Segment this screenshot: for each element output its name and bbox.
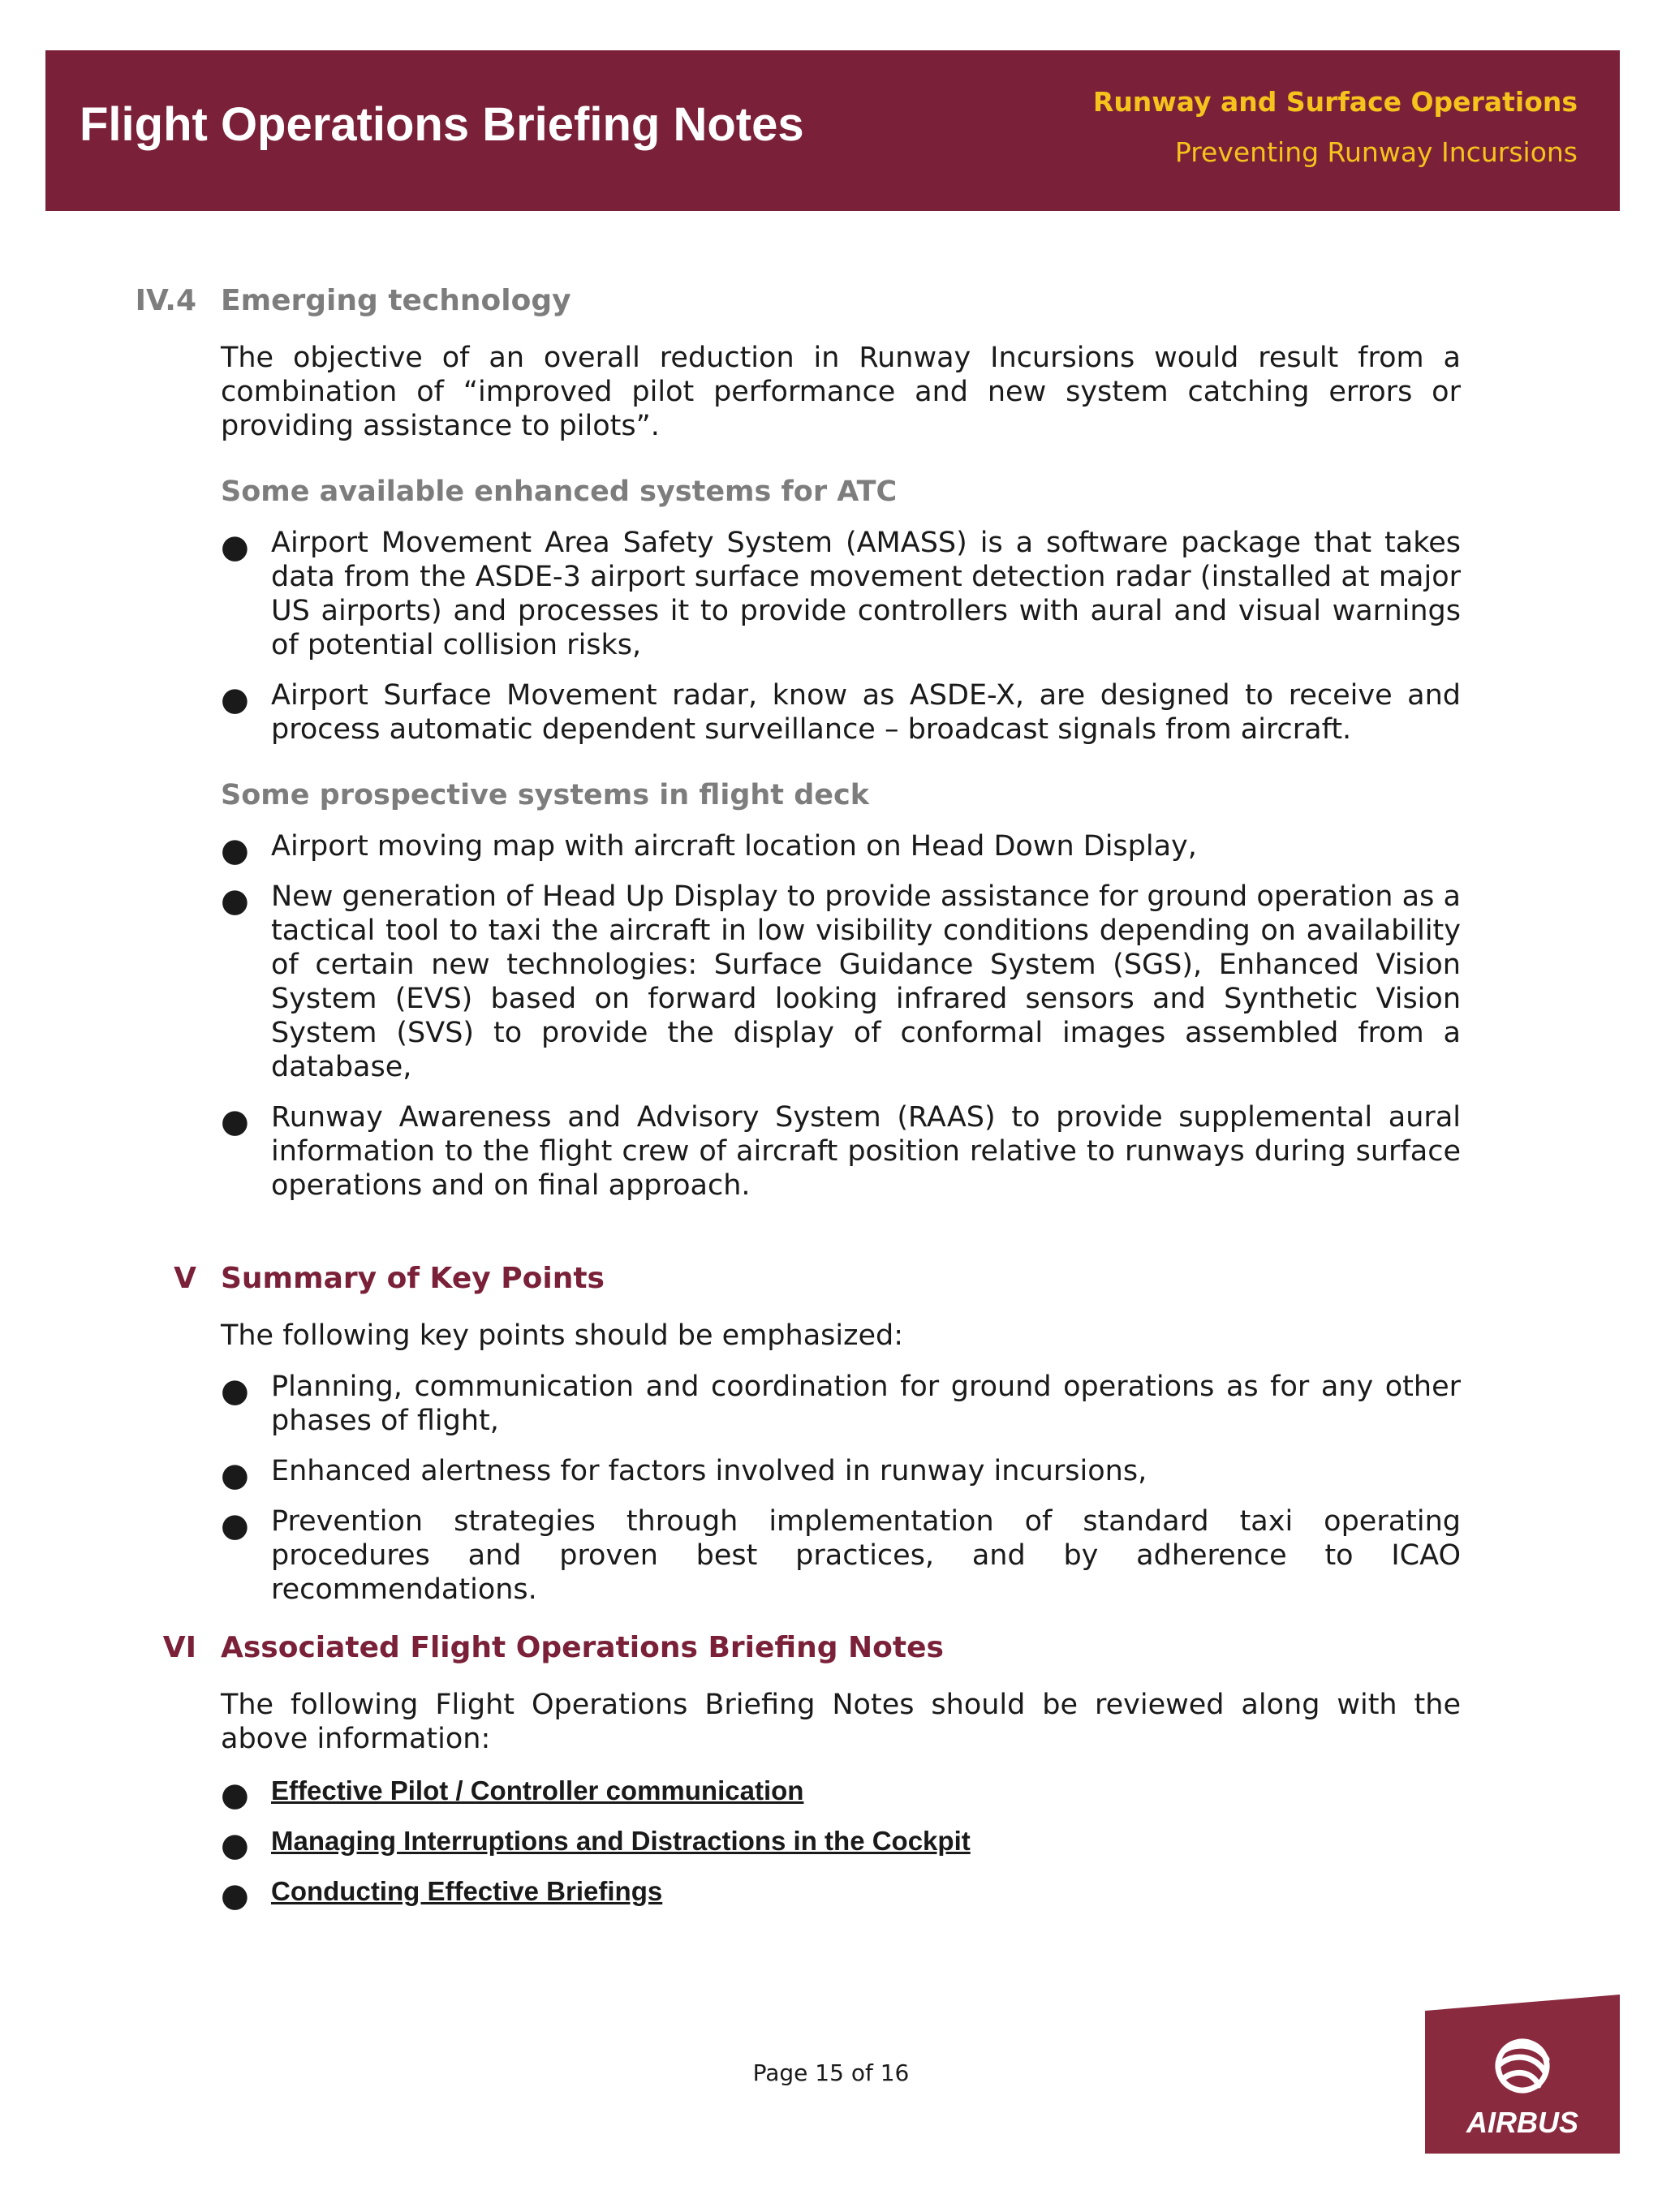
subheading: Some available enhanced systems for ATC — [221, 476, 898, 508]
page-number: Page 15 of 16 — [752, 2059, 910, 2086]
section-number: V — [174, 1262, 196, 1295]
list-item — [221, 1370, 1461, 1438]
list-item-text: Enhanced alertness for factors involved in runway incursions, — [271, 1455, 1147, 1487]
note-link-briefings[interactable]: Conducting Effective Briefings — [271, 1876, 663, 1906]
bullet-icon: ● — [221, 832, 249, 869]
list-item — [221, 1504, 1461, 1607]
section-title: Summary of Key Points — [221, 1262, 605, 1295]
list-item-text: New generation of Head Up Display to provide assistance for ground operation as a tactical tool to taxi the aircraft in low visibility conditions depending on availability of certain new technologies: Surface Guidance System (SGS), Enhanced Vision System (EVS) based on forward looking infrared sensors and Synthetic Vision System (SVS) to provide the display of conformal images assembled from a database, — [271, 880, 1461, 1083]
list-item-text: Airport moving map with aircraft location on Head Down Display, — [271, 830, 1197, 863]
list-item — [221, 526, 1461, 662]
list-item-text: Airport Movement Area Safety System (AMASS) is a software package that takes data from the ASDE-3 airport surface movement detection radar (installed at major US airports) and processes it to provide controllers with aural and visual warnings of potential collision risks, — [271, 527, 1461, 661]
section-number: IV.4 — [135, 284, 196, 317]
list-item — [221, 1874, 1461, 1914]
header-category: Runway and Surface Operations — [1092, 86, 1578, 118]
section-title: Associated Flight Operations Briefing Notes — [221, 1631, 944, 1664]
bullet-icon: ● — [221, 1103, 249, 1140]
section-number: VI — [162, 1631, 196, 1664]
bullet-icon: ● — [221, 1776, 249, 1814]
bullet-icon: ● — [221, 1372, 249, 1409]
bullet-icon: ● — [221, 1877, 249, 1914]
list-item-text: Planning, communication and coordination for ground operations as for any other phases of flight, — [271, 1371, 1461, 1437]
bullet-icon: ● — [221, 1827, 249, 1864]
paragraph: The following Flight Operations Briefing Notes should be reviewed along with the above information: — [221, 1689, 1461, 1755]
list-item — [221, 829, 1461, 869]
list-item — [221, 880, 1461, 1084]
header-banner — [45, 50, 1620, 211]
header-topic: Preventing Runway Incursions — [1174, 136, 1578, 168]
bullet-icon: ● — [221, 681, 249, 718]
section-title: Emerging technology — [221, 284, 571, 317]
list-item — [221, 1454, 1461, 1494]
list-item — [221, 1774, 1461, 1814]
note-link-pilot-controller[interactable]: Effective Pilot / Controller communication — [271, 1775, 804, 1805]
list-item-text: Airport Surface Movement radar, know as ASDE-X, are designed to receive and process automatic dependent surveillance – broadcast signals from aircraft. — [271, 679, 1461, 746]
note-link-interruptions[interactable]: Managing Interruptions and Distractions in the Cockpit — [271, 1826, 971, 1856]
list-item-text: Runway Awareness and Advisory System (RAAS) to provide supplemental aural information to the flight crew of aircraft position relative to runways during surface operations and on final approach. — [271, 1101, 1461, 1202]
atc-systems-list — [221, 526, 1461, 763]
bullet-icon: ● — [221, 1457, 249, 1494]
bullet-icon: ● — [221, 528, 249, 566]
associated-notes-list — [221, 1774, 1461, 1925]
key-points-list — [221, 1370, 1461, 1623]
document-title: Flight Operations Briefing Notes — [80, 98, 804, 151]
paragraph: The objective of an overall reduction in Runway Incursions would result from a combination of “improved pilot performance and new system catching errors or providing assistance to pilots”. — [221, 342, 1461, 442]
flight-deck-systems-list — [221, 829, 1461, 1219]
airbus-logo — [1425, 1995, 1620, 2154]
list-item — [221, 1824, 1461, 1864]
list-item — [221, 1100, 1461, 1203]
subheading: Some prospective systems in flight deck — [221, 779, 870, 811]
airbus-logo-icon — [1425, 1995, 1620, 2154]
paragraph: The following key points should be emphasized: — [221, 1319, 904, 1352]
bullet-icon: ● — [221, 1507, 249, 1544]
logo-wordmark: AIRBUS — [1466, 2106, 1579, 2139]
list-item — [221, 678, 1461, 747]
list-item-text: Prevention strategies through implementation of standard taxi operating procedures and proven best practices, and by adherence to ICAO recommendations. — [271, 1505, 1461, 1606]
bullet-icon: ● — [221, 882, 249, 919]
